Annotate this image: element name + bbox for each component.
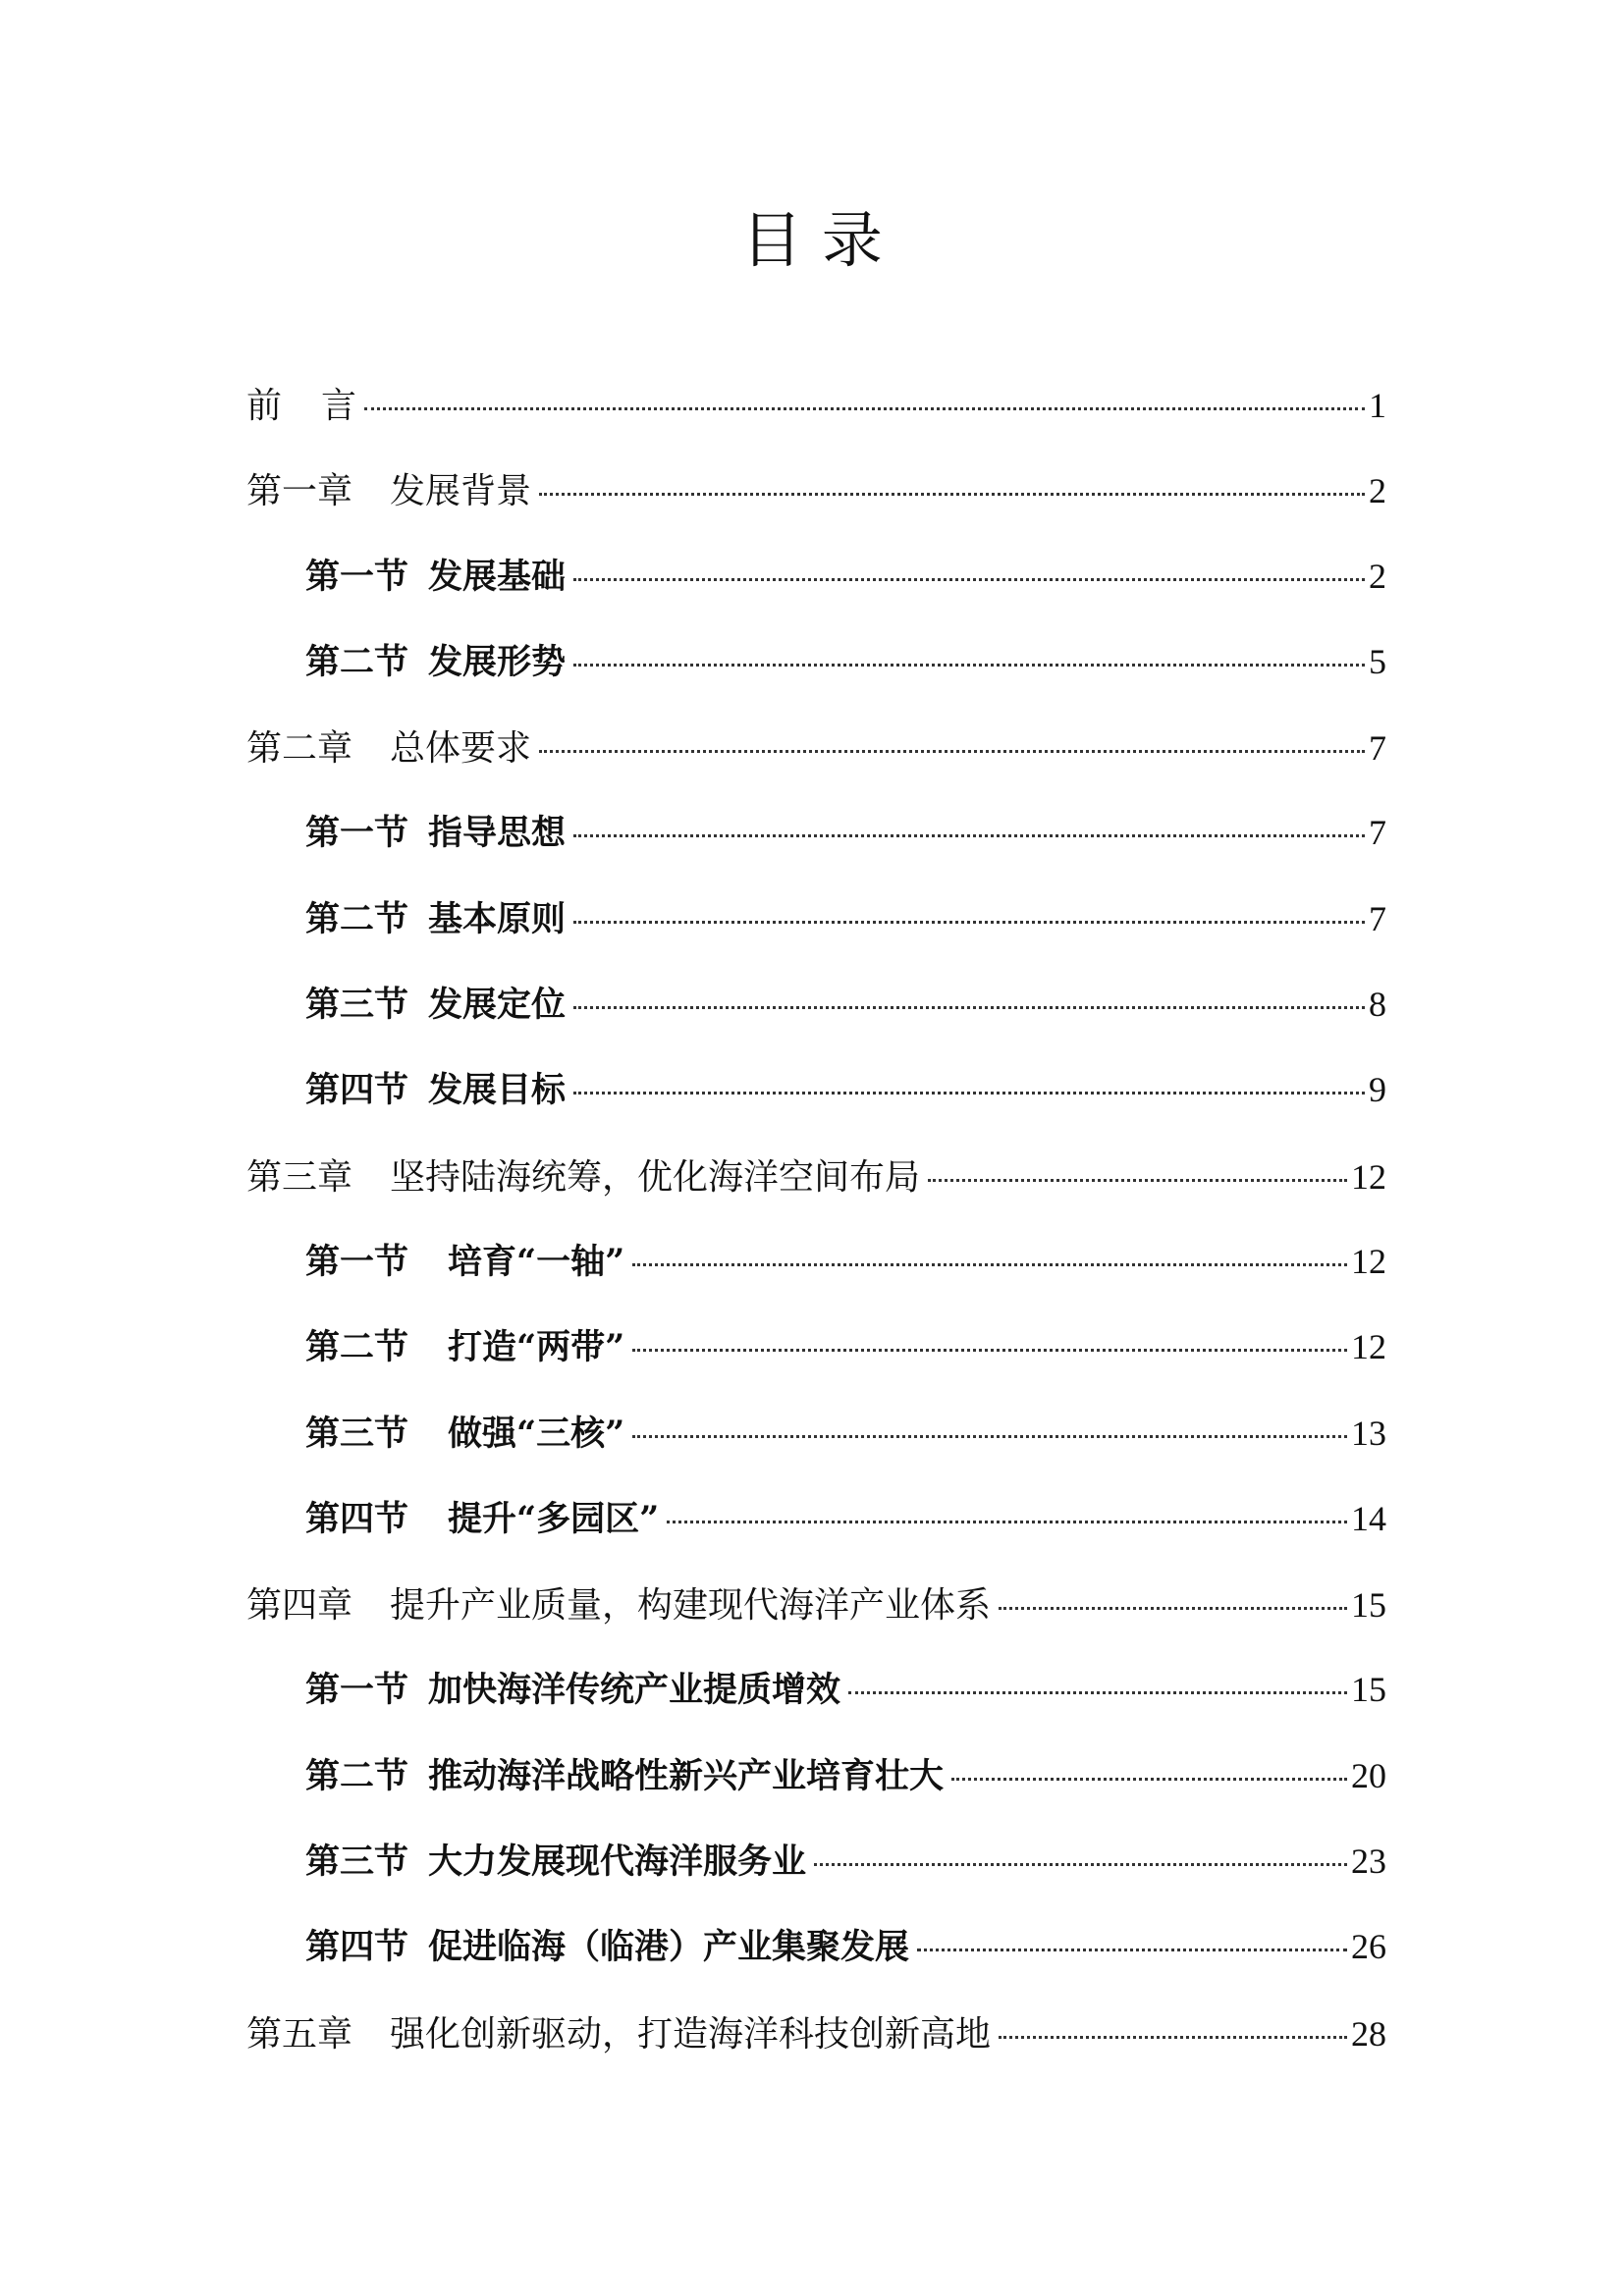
toc-entry-section[interactable] — [246, 804, 1386, 889]
toc-title: 目 录 — [741, 204, 883, 276]
entry-page-number: 7 — [1369, 728, 1386, 769]
dot-leader — [814, 1863, 1347, 1866]
dot-leader — [848, 1691, 1347, 1694]
dot-leader — [573, 834, 1365, 837]
entry-title: 发展定位 — [428, 985, 567, 1026]
entry-title: 发展基础 — [428, 556, 567, 597]
dot-leader — [539, 493, 1365, 496]
dot-leader — [999, 1607, 1347, 1610]
entry-number: 第三节 — [305, 1413, 409, 1454]
toc-entry-section[interactable] — [246, 1061, 1386, 1147]
dot-leader — [999, 2036, 1347, 2039]
entry-page-number: 12 — [1351, 1156, 1386, 1197]
entry-number: 第二节 — [305, 1755, 409, 1796]
toc-entry-section[interactable] — [246, 1661, 1386, 1746]
dot-leader — [573, 921, 1365, 924]
toc-entry-section[interactable] — [246, 890, 1386, 976]
toc-entry-chapter-4[interactable] — [246, 1575, 1386, 1661]
toc-entry-preface[interactable] — [246, 376, 1386, 461]
dot-leader — [573, 1092, 1365, 1095]
toc-entry-chapter-3[interactable] — [246, 1148, 1386, 1233]
entry-number: 第三节 — [305, 1842, 409, 1883]
entry-page-number: 20 — [1351, 1755, 1386, 1795]
entry-number: 第五章 — [246, 2013, 353, 2055]
dot-leader — [667, 1521, 1347, 1523]
entry-number: 第三章 — [246, 1156, 353, 1198]
toc-entry-section[interactable] — [246, 976, 1386, 1061]
entry-page-number: 9 — [1369, 1070, 1386, 1110]
toc-entry-section[interactable] — [246, 1233, 1386, 1318]
entry-number: 第一节 — [305, 813, 409, 854]
dot-leader — [951, 1778, 1347, 1781]
entry-title: 坚持陆海统筹，优化海洋空间布局 — [390, 1156, 921, 1198]
toc-entry-chapter-5[interactable] — [246, 2004, 1386, 2090]
dot-leader — [632, 1435, 1347, 1438]
entry-page-number: 23 — [1351, 1842, 1386, 1882]
toc-entry-section[interactable] — [246, 633, 1386, 719]
toc-entry-section[interactable] — [246, 1490, 1386, 1575]
entry-number: 第一节 — [305, 1241, 409, 1282]
toc-entry-section[interactable] — [246, 1747, 1386, 1833]
entry-page-number: 5 — [1369, 641, 1386, 681]
dot-leader — [917, 1949, 1347, 1951]
entry-title: 发展形势 — [428, 641, 567, 682]
entry-number: 第二节 — [305, 1327, 409, 1368]
entry-number: 第二节 — [305, 898, 409, 939]
entry-title: 强化创新驱动，打造海洋科技创新高地 — [390, 2013, 992, 2055]
dot-leader — [573, 1006, 1365, 1009]
dot-leader — [573, 664, 1365, 667]
entry-title: 做强“三核” — [448, 1413, 625, 1454]
entry-title: 前言 — [246, 386, 397, 426]
entry-title: 提升产业质量，构建现代海洋产业体系 — [390, 1585, 992, 1627]
entry-title: 加快海洋传统产业提质增效 — [428, 1670, 841, 1711]
entry-number: 第一节 — [305, 1670, 409, 1711]
dot-leader — [573, 578, 1365, 581]
entry-title: 培育“一轴” — [448, 1241, 625, 1282]
entry-page-number: 28 — [1351, 2013, 1386, 2054]
entry-title: 总体要求 — [390, 728, 532, 770]
entry-page-number: 2 — [1369, 471, 1386, 511]
entry-page-number: 7 — [1369, 813, 1386, 853]
entry-page-number: 12 — [1351, 1241, 1386, 1281]
entry-title: 发展背景 — [390, 471, 532, 512]
entry-page-number: 2 — [1369, 556, 1386, 596]
entry-page-number: 26 — [1351, 1927, 1386, 1967]
dot-leader — [539, 750, 1365, 753]
entry-title: 基本原则 — [428, 898, 567, 939]
entry-page-number: 8 — [1369, 985, 1386, 1025]
entry-number: 第四节 — [305, 1498, 409, 1539]
toc-entry-chapter-2[interactable] — [246, 719, 1386, 804]
toc-entry-section[interactable] — [246, 1918, 1386, 2003]
toc-entry-section[interactable] — [246, 1318, 1386, 1404]
entry-title: 提升“多园区” — [448, 1498, 660, 1539]
entry-number: 第一章 — [246, 471, 353, 512]
entry-number: 第二章 — [246, 728, 353, 770]
entry-page-number: 15 — [1351, 1670, 1386, 1710]
entry-page-number: 13 — [1351, 1413, 1386, 1453]
entry-number: 第一节 — [305, 556, 409, 597]
toc-entry-section[interactable] — [246, 1405, 1386, 1490]
entry-page-number: 15 — [1351, 1585, 1386, 1626]
entry-title: 促进临海（临港）产业集聚发展 — [428, 1927, 910, 1968]
entry-page-number: 12 — [1351, 1327, 1386, 1367]
dot-leader — [364, 407, 1365, 410]
entry-title: 指导思想 — [428, 813, 567, 854]
toc-entry-chapter-1[interactable] — [246, 461, 1386, 547]
entry-title: 推动海洋战略性新兴产业培育壮大 — [428, 1755, 945, 1796]
dot-leader — [632, 1263, 1347, 1266]
entry-page-number: 14 — [1351, 1498, 1386, 1538]
entry-number: 第三节 — [305, 985, 409, 1026]
toc-entry-section[interactable] — [246, 548, 1386, 633]
dot-leader — [928, 1179, 1347, 1182]
dot-leader — [632, 1349, 1347, 1352]
entry-page-number: 1 — [1369, 386, 1386, 425]
entry-number: 第四章 — [246, 1585, 353, 1627]
toc-entry-section[interactable] — [246, 1833, 1386, 1918]
entry-title: 大力发展现代海洋服务业 — [428, 1842, 807, 1883]
entry-title: 发展目标 — [428, 1070, 567, 1111]
entry-number: 第四节 — [305, 1927, 409, 1968]
toc-list — [246, 376, 1386, 2090]
entry-number: 第四节 — [305, 1070, 409, 1111]
entry-page-number: 7 — [1369, 898, 1386, 938]
entry-title: 打造“两带” — [448, 1327, 625, 1368]
entry-number: 第二节 — [305, 641, 409, 682]
